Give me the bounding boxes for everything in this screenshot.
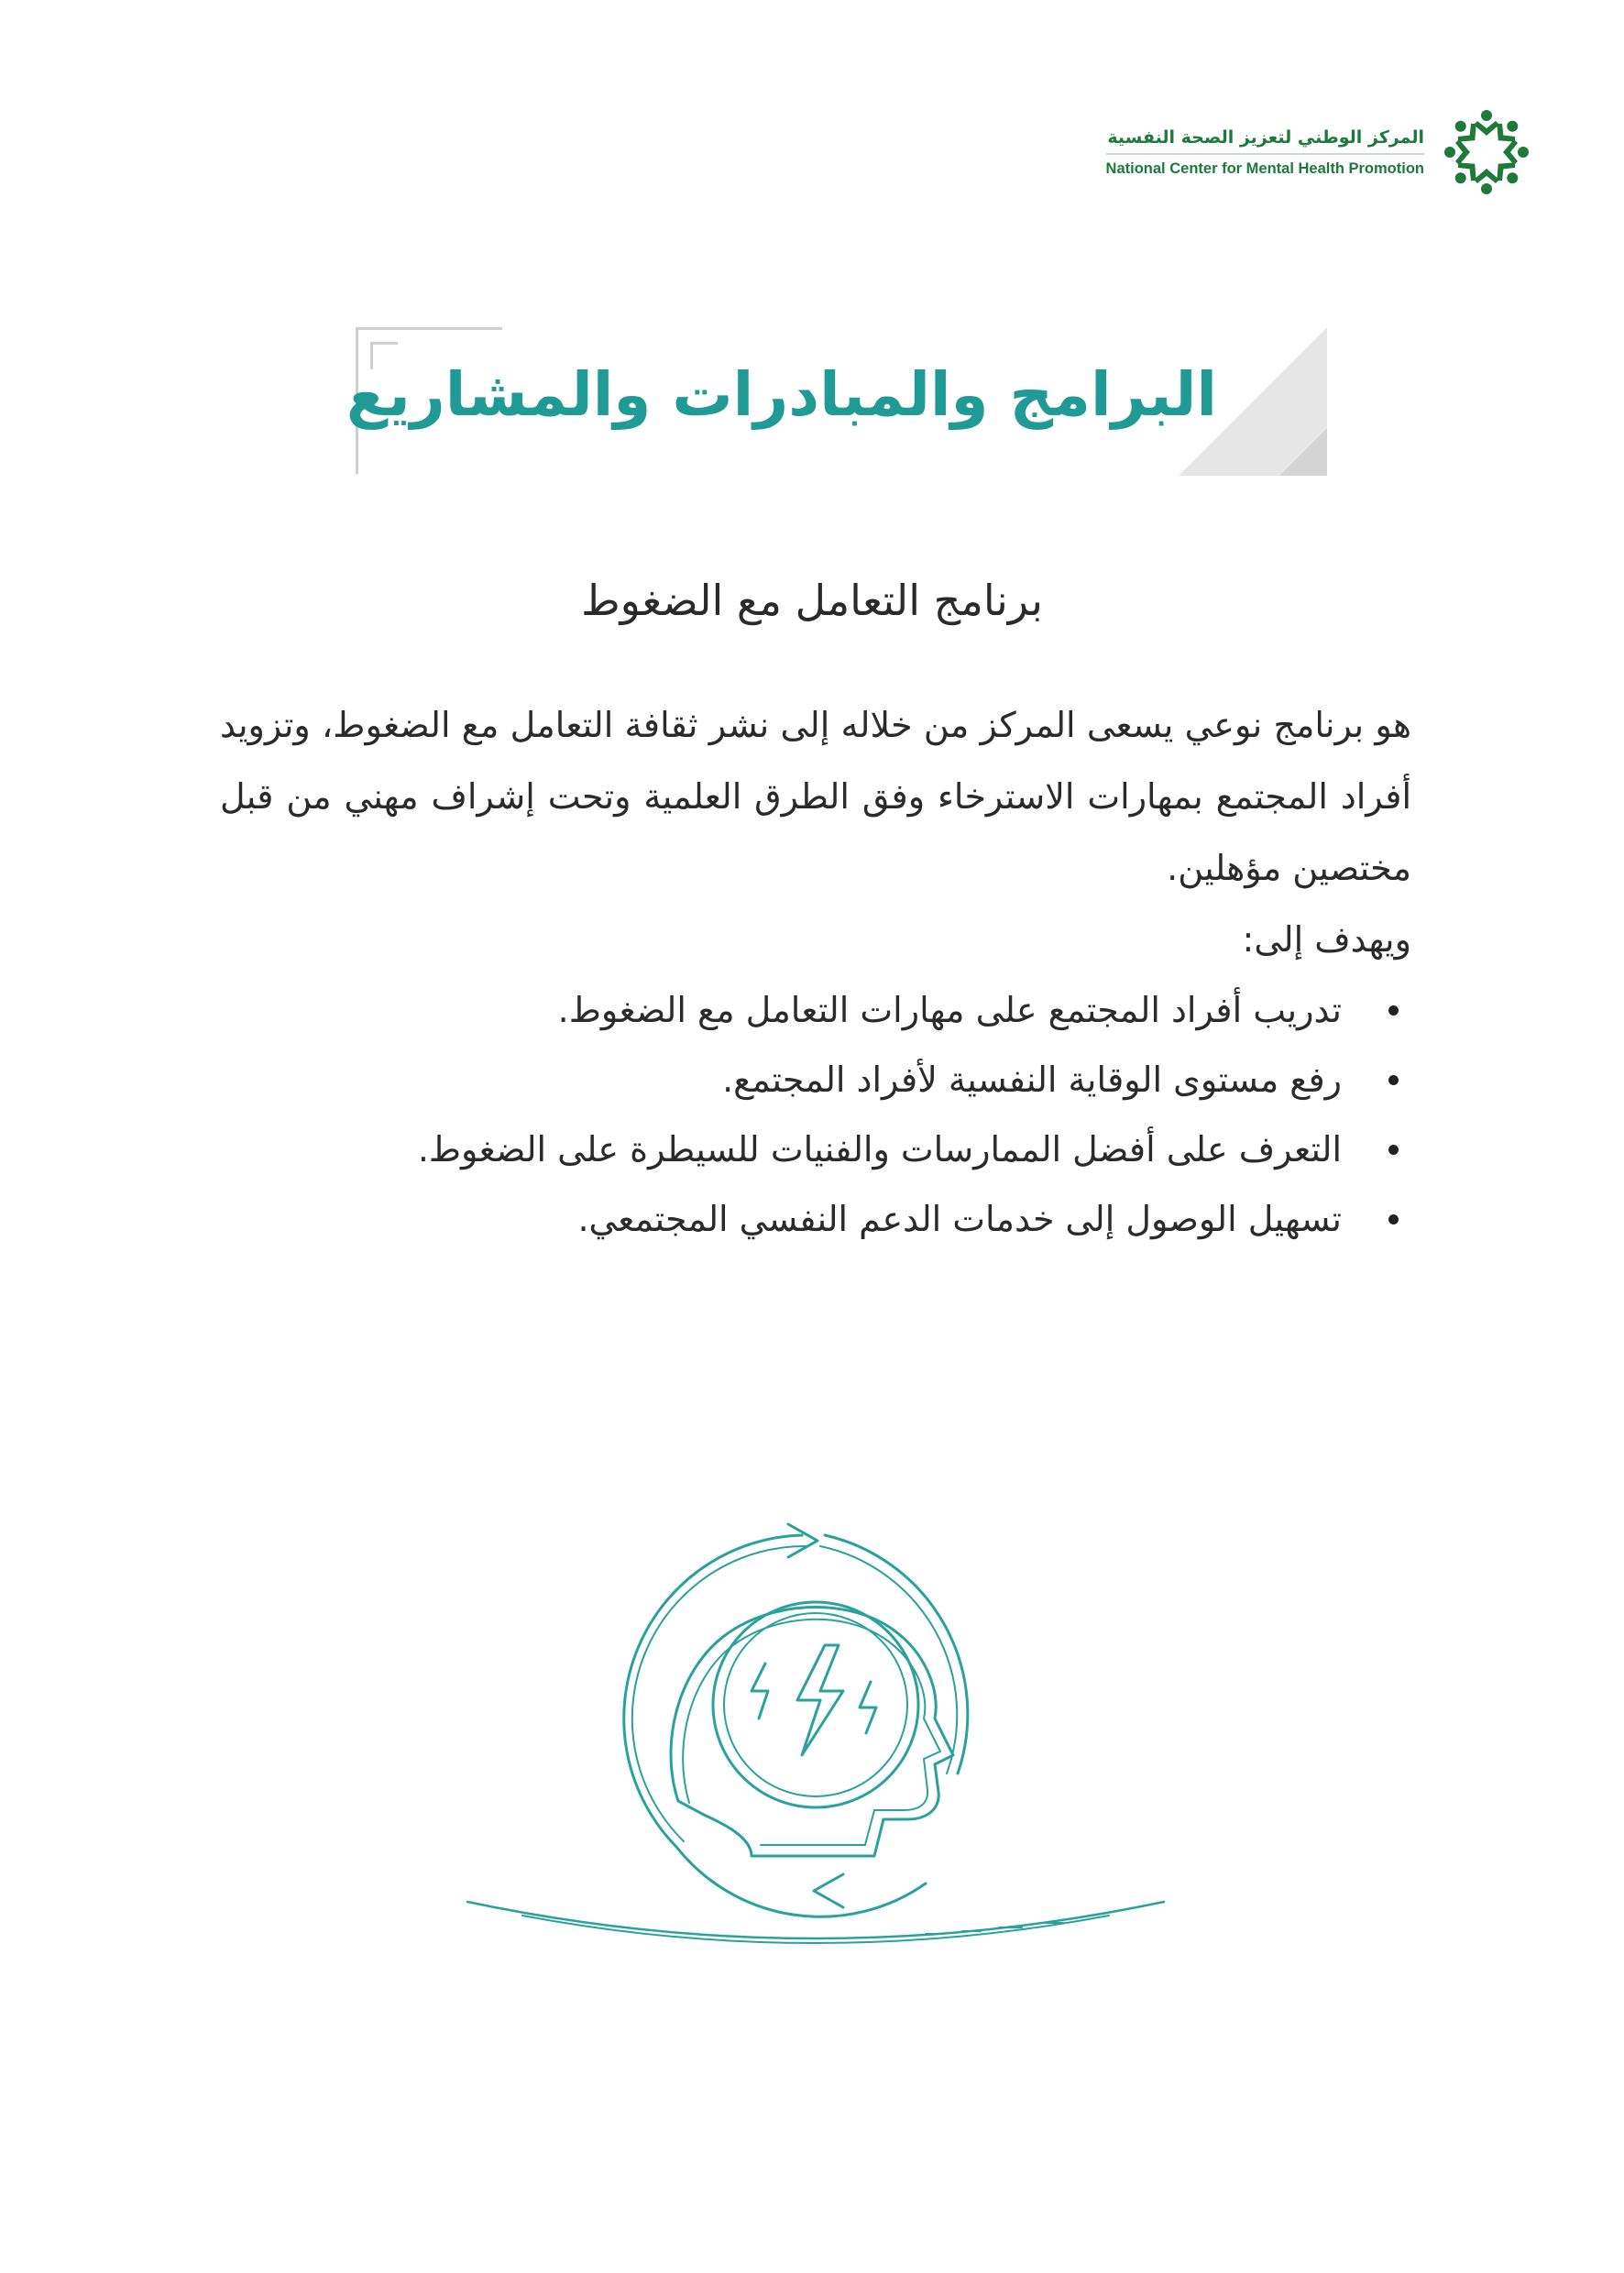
head-stress-cycle-icon [449,1499,1182,1975]
ground-line-1 [467,1902,1164,1938]
brain-circle [713,1602,918,1807]
program-content [220,689,1411,1254]
logo-petal [1489,114,1526,150]
logo-petal [1444,139,1470,165]
section-title: البرامج والمبادرات والمشاريع [346,359,1217,430]
logo-petal [1448,114,1485,150]
head-profile-inner [683,1620,940,1845]
logo-divider [1106,153,1424,155]
lightning-center-icon [797,1645,843,1755]
list-item: تسهيل الوصول إلى خدمات الدعم النفسي المجتمعي. [220,1184,1342,1254]
logo-petal [1503,139,1529,165]
logo-petal [1448,155,1485,192]
arrow-bottom-icon [814,1874,843,1907]
organization-logo [1106,106,1532,198]
logo-english-name: National Center for Mental Health Promotion [1105,159,1424,177]
brain-circle-inner [724,1613,907,1796]
list-item: تدريب أفراد المجتمع على مهارات التعامل مع الضغوط. [220,975,1342,1045]
aims-label: ويهدف إلى: [1242,919,1411,960]
lightning-right-icon [860,1682,876,1733]
star-of-people-icon [1441,106,1532,198]
list-item: رفع مستوى الوقاية النفسية لأفراد المجتمع. [220,1045,1342,1115]
section-title-box [346,327,1327,476]
cycle-arc-left-inner [632,1546,808,1841]
logo-petal [1474,110,1499,136]
logo-arabic-name: المركز الوطني لتعزيز الصحة النفسية [1107,126,1424,148]
lightning-left-icon [752,1664,768,1718]
list-item: التعرف على أفضل الممارسات والفنيات للسيطرة على الضغوط. [220,1115,1342,1184]
cycle-arc-right-inner [820,1546,957,1773]
logo-petal [1489,155,1526,192]
arrow-top-icon [788,1524,817,1557]
logo-petal [1474,169,1499,194]
program-title: برنامج التعامل مع الضغوط [581,576,1043,625]
head-profile-outline [671,1607,953,1856]
logo-text [1106,127,1424,178]
program-description: هو برنامج نوعي يسعى المركز من خلاله إلى نشر ثقافة التعامل مع الضغوط، وتزويد أفراد المجتمع بمهارات الاسترخاء وفق الطرق العلمية وتحت إشراف مهني من قبل مختصين مؤهلين. [220,705,1411,888]
aims-list [220,975,1411,1254]
